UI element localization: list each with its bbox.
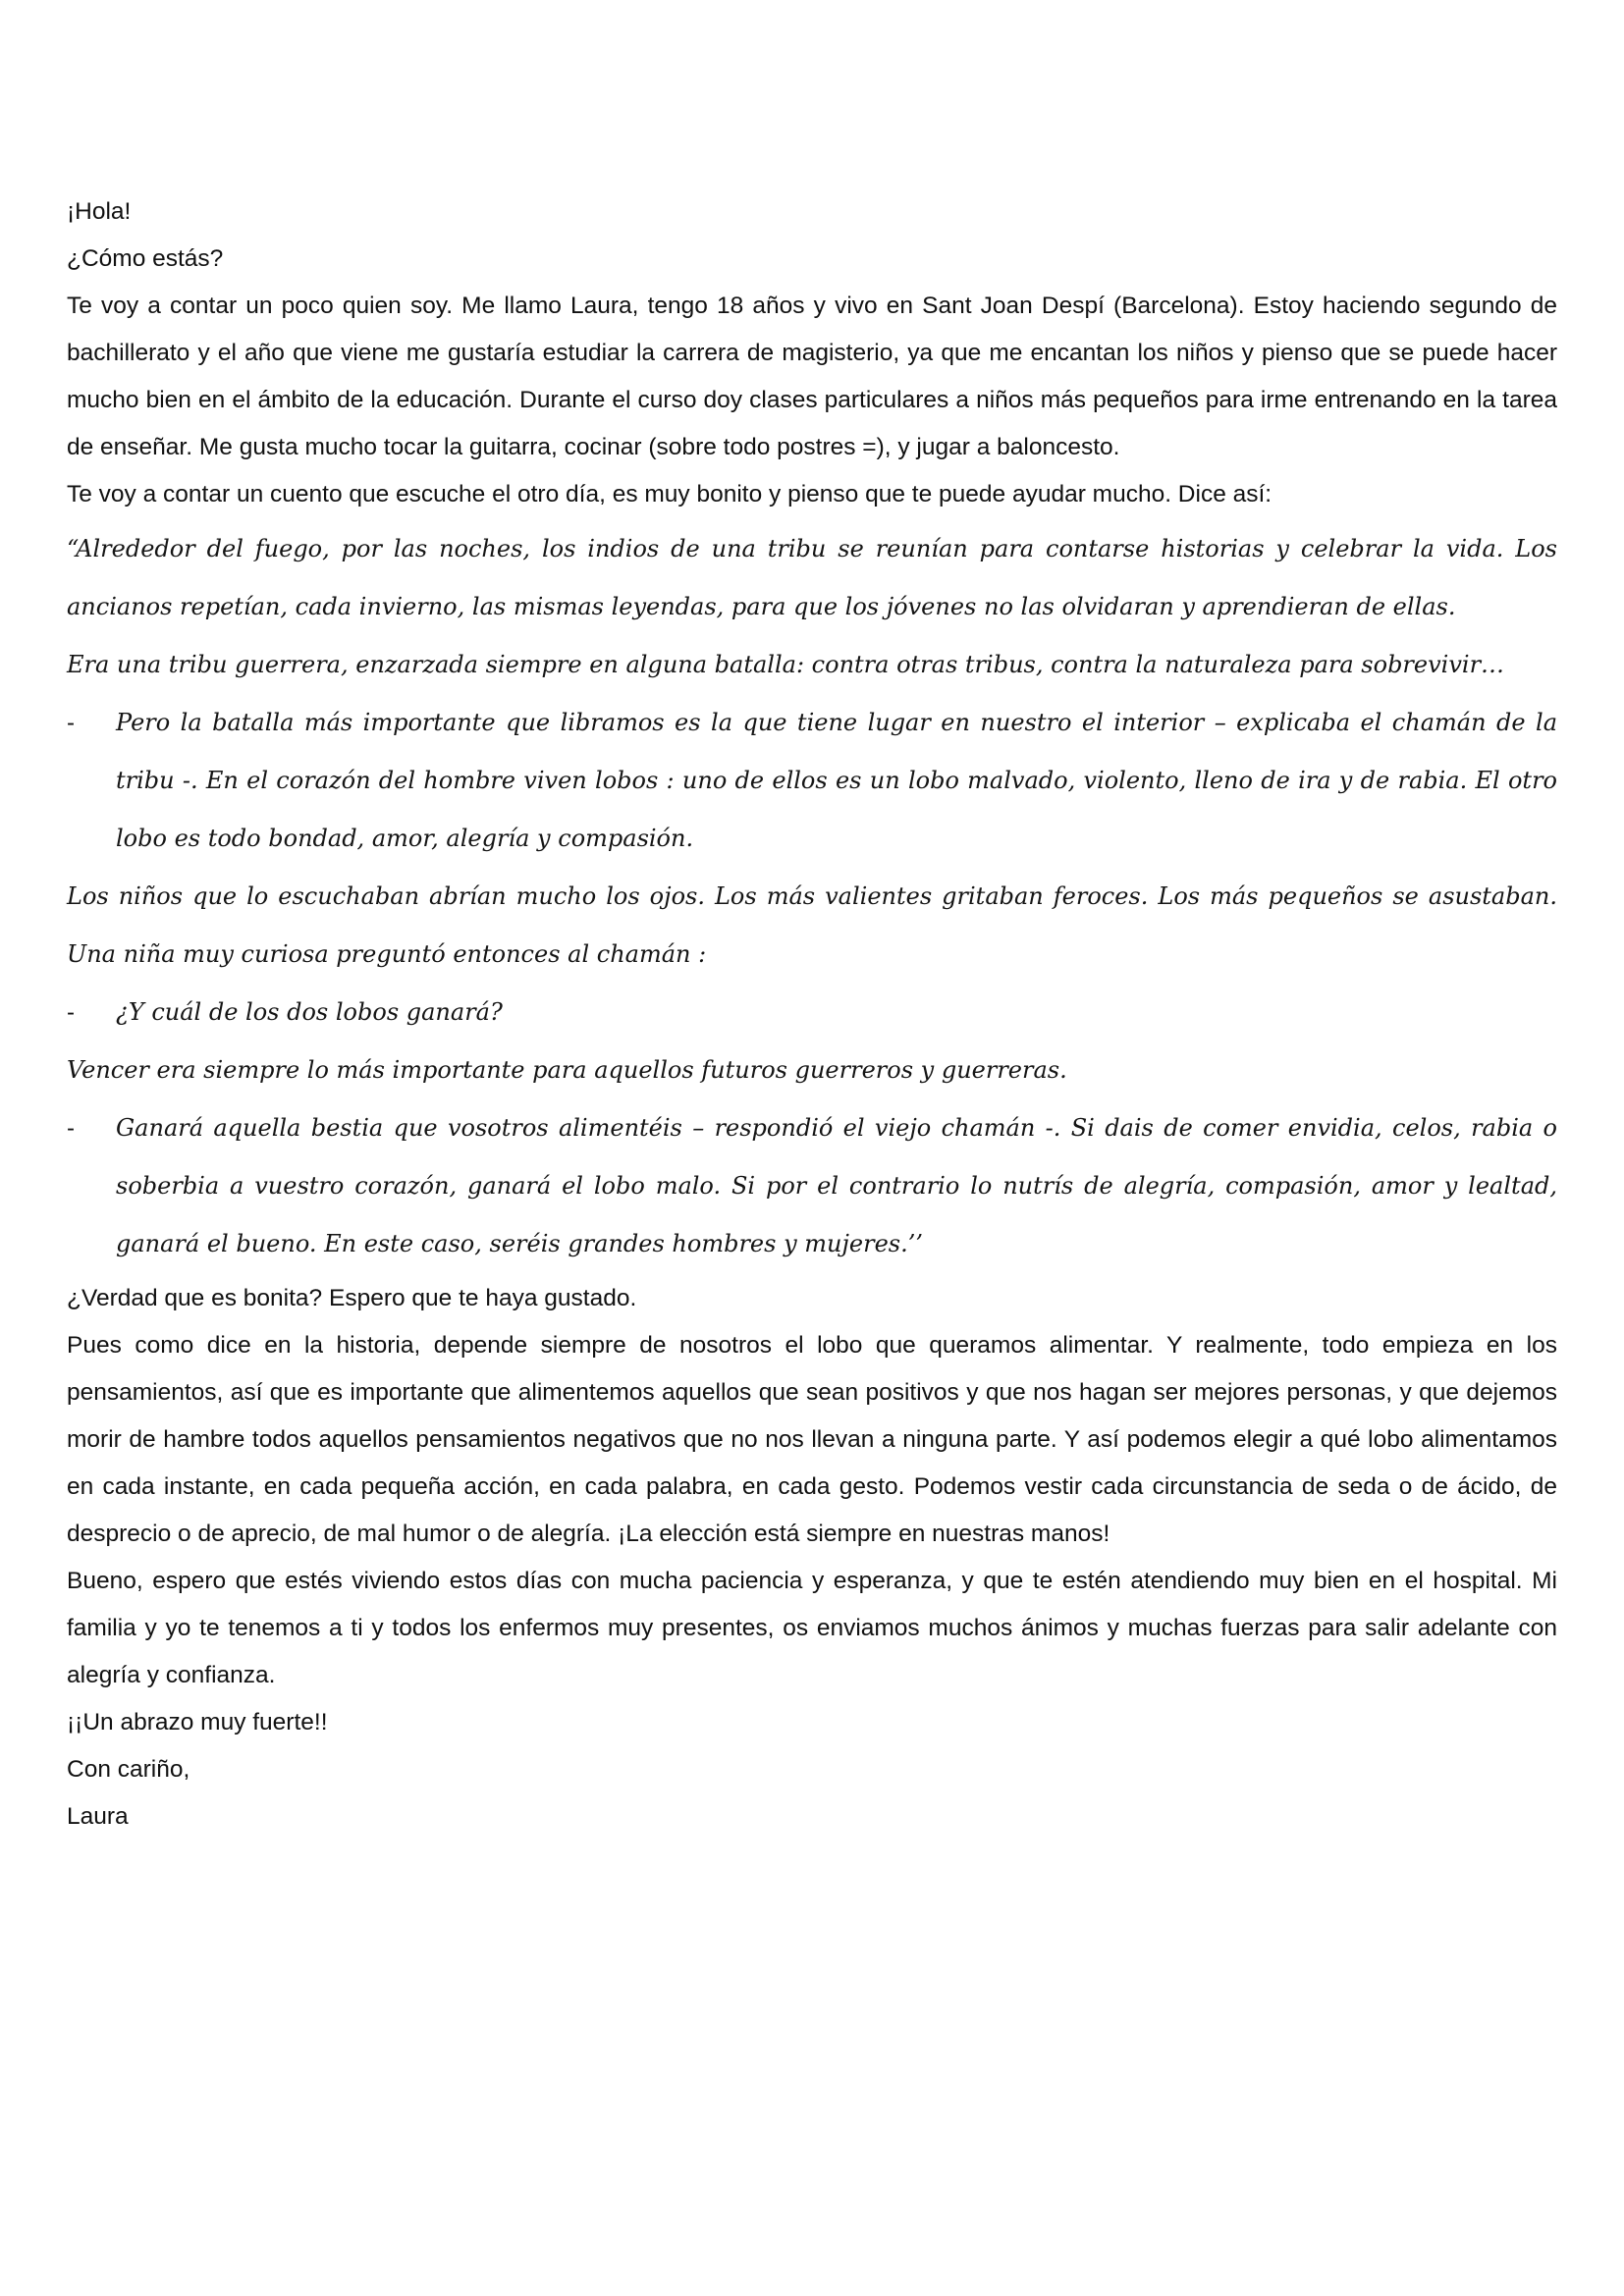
dash-bullet: - <box>67 710 75 736</box>
story-dialogue <box>67 1099 1557 1273</box>
story-paragraph: Los niños que lo escuchaban abrían mucho los ojos. Los más valientes gritaban feroces. Los más pequeños se asustaban. Una niña muy curiosa preguntó entonces al chamán : <box>67 882 1557 968</box>
story-dialogue <box>67 984 1557 1041</box>
wishes-paragraph: Bueno, espero que estés viviendo estos días con mucha paciencia y esperanza, y que te estén atendiendo muy bien en el hospital. Mi familia y yo te tenemos a ti y todos los enfermos muy presentes, os enviamos muchos ánimos y muchas fuerzas para salir adelante con alegría y confianza. <box>67 1568 1557 1688</box>
signature: Laura <box>67 1803 129 1830</box>
greeting: ¡Hola! <box>67 198 132 225</box>
story-dialogue-text: Ganará aquella bestia que vosotros alimentéis – respondió el viejo chamán -. Si dais de comer envidia, celos, rabia o soberbia a vuestro corazón, ganará el lobo malo. Si por el contrario lo nutrís de alegría, compasión, amor y lealtad, ganará el bueno. En este caso, seréis grandes hombres y mujeres.’’ <box>116 1114 1557 1257</box>
hug-line: ¡¡Un abrazo muy fuerte!! <box>67 1709 328 1735</box>
story-dialogue-text: ¿Y cuál de los dos lobos ganará? <box>116 998 503 1026</box>
intro-paragraph: Te voy a contar un poco quien soy. Me llamo Laura, tengo 18 años y vivo en Sant Joan Despí (Barcelona). Estoy haciendo segundo de bachillerato y el año que viene me gustaría estudiar la carrera de magisterio, ya que me encantan los niños y pienso que se puede hacer mucho bien en el ámbito de la educación. Durante el curso doy clases particulares a niños más pequeños para irme entrenando en la tarea de enseñar. Me gusta mucho tocar la guitarra, cocinar (sobre todo postres =), y jugar a baloncesto. <box>67 293 1557 460</box>
story-intro: Te voy a contar un cuento que escuche el otro día, es muy bonito y pienso que te puede ayudar mucho. Dice así: <box>67 481 1272 507</box>
reflection-paragraph: Pues como dice en la historia, depende siempre de nosotros el lobo que queramos alimentar. Y realmente, todo empieza en los pensamientos, así que es importante que alimentemos aquellos que sean positivos y que nos hagan ser mejores personas, y que dejemos morir de hambre todos aquellos pensamientos negativos que no nos llevan a ninguna parte. Y así podemos elegir a qué lobo alimentamos en cada instante, en cada pequeña acción, en cada palabra, en cada gesto. Podemos vestir cada circunstancia de seda o de ácido, de desprecio o de aprecio, de mal humor o de alegría. ¡La elección está siempre en nuestras manos! <box>67 1332 1557 1547</box>
story-paragraph: Vencer era siempre lo más importante para aquellos futuros guerreros y guerreras. <box>67 1056 1067 1084</box>
letter-page <box>67 188 1557 1841</box>
story-dialogue-text: Pero la batalla más importante que libramos es la que tiene lugar en nuestro el interior – explicaba el chamán de la tribu -. En el corazón del hombre viven lobos : uno de ellos es un lobo malvado, violento, lleno de ira y de rabia. El otro lobo es todo bondad, amor, alegría y compasión. <box>116 709 1557 852</box>
dash-bullet: - <box>67 999 75 1026</box>
story-paragraph: “Alrededor del fuego, por las noches, los indios de una tribu se reunían para contarse historias y celebrar la vida. Los ancianos repetían, cada invierno, las mismas leyendas, para que los jóvenes no las olvidaran y aprendieran de ellas. <box>67 535 1557 620</box>
greeting-question: ¿Cómo estás? <box>67 245 224 272</box>
after-story: ¿Verdad que es bonita? Espero que te haya gustado. <box>67 1285 637 1311</box>
dash-bullet: - <box>67 1115 75 1142</box>
closing: Con cariño, <box>67 1756 190 1783</box>
story-paragraph: Era una tribu guerrera, enzarzada siempre en alguna batalla: contra otras tribus, contra la naturaleza para sobrevivir… <box>67 651 1505 678</box>
story-dialogue <box>67 694 1557 868</box>
story <box>67 520 1557 1273</box>
